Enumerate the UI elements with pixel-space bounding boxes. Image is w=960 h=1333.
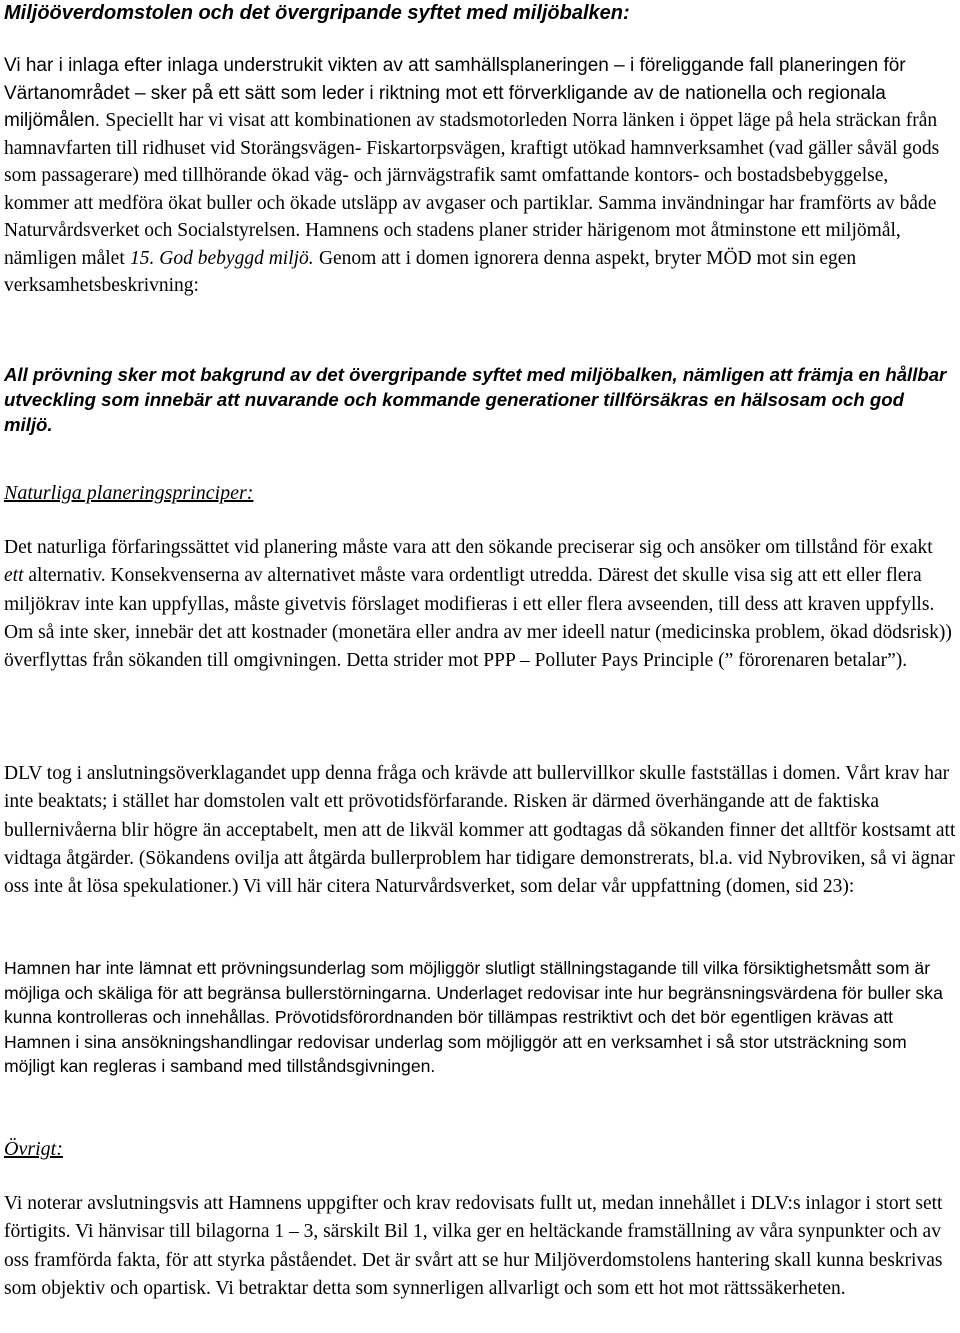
- bold-quote-environmental-code: All prövning sker mot bakgrund av det övergripande syftet med miljöbalken, nämligen att främja en hållbar utveckling som innebär att nuvarande och kommande generationer tillförsäkras en hälsosam och god miljö.: [4, 364, 947, 435]
- paragraph-planning-detail: Speciellt har vi visat att kombinationen av stadsmotorleden Norra länken i öppet läge på hela sträckan från hamnavfarten till ridhuset vid Storängsvägen- Fiskartorpsvägen, kraftigt utökad hamnverksamhet (vad gäller såväl gods som passagerare) med tillhörande ökad väg- och järnvägstrafik samt omfattande kontors- och bostadsbebyggelse, kommer att medföra ökat buller och ökade utsläpp av avgaser och partiklar. Samma invändningar har framförts av både Naturvårdsverket och Socialstyrelsen. Hamnens och stadens planer strider härigenom mot åtminstone ett miljömål, nämligen målet: [4, 110, 940, 269]
- heading-environmental-court: Miljööverdomstolen och det övergripande syftet med miljöbalken:: [4, 2, 630, 24]
- paragraph-principles-rest: alternativ. Konsekvenserna av alternativet måste vara ordentligt utredda. Därest det skulle visa sig att ett eller flera miljökrav inte kan uppfyllas, måste givetvis förslaget modifieras i ett eller flera avseenden, till dess att kraven uppfylls. Om så inte sker, innebär det att kostnader (monetära eller andra av mer ideell natur (medicinska problem, ökad dödsrisk)) överflyttas från sökanden till omgivningen. Detta strider mot PPP – Polluter Pays Principle (” förorenaren betalar”).: [4, 565, 952, 672]
- heading-other: Övrigt:: [4, 1138, 63, 1160]
- quote-naturvardsverket: Hamnen har inte lämnat ett prövningsunderlag som möjliggör slutligt ställningstagande till vilka försiktighetsmått som är möjliga och skäliga för att begränsa bullerstörningarna. Underlaget redovisar inte hur begränsningsvärdena för buller ska kunna kontrolleras och innehållas. Prövotidsförordnanden bör tillämpas restriktivt och det bör egentligen krävas att Hamnen i sina ansökningshandlingar redovisar underlag som möjliggör att en verksamhet i så stor utsträckning som möjligt kan regleras i samband med tillståndsgivningen.: [4, 958, 943, 1077]
- environmental-goal-reference: 15. God bebyggd miljö.: [130, 247, 314, 269]
- paragraph-closing-remarks: Vi noterar avslutningsvis att Hamnens uppgifter och krav redovisats fullt ut, medan innehållet i DLV:s inlagor i stort sett förtigits. Vi hänvisar till bilagorna 1 – 3, särskilt Bil 1, vilka ger en heltäckande framställning av våra synpunkter och av oss framförda fakta, för att styrka påståendet. Det är svårt att se hur Miljöverdomstolens hantering skall kunna beskrivas som objektiv och opartisk. Vi betraktar detta som synnerligen allvarligt och som ett hot mot rättssäkerheten.: [4, 1193, 943, 1299]
- paragraph-noise-conditions: DLV tog i anslutningsöverklagandet upp denna fråga och krävde att bullervillkor skulle fastställas i domen. Vårt krav har inte beaktats; i stället har domstolen valt ett prövotidsförfarande. Risken är därmed överhängande att de faktiska bullernivåerna blir högre än acceptabelt, men att de likväl kommer att godtagas då sökanden finner det alltför kostsamt att vidtaga åtgärder. (Sökandens ovilja att åtgärda bullerproblem har tidigare demonstrerats, bl.a. vid Nybroviken, så vi ägnar oss inte åt lösa spekulationer.) Vi vill här citera Naturvårdsverket, som delar vår uppfattning (domen, sid 23):: [4, 763, 956, 898]
- emphasis-one: ett: [4, 565, 24, 587]
- paragraph-planning-intro-text: Vi har i inlaga efter inlaga understrukit vikten av att samhällsplaneringen – i föreliggande fall planeringen för Värtanområdet – sker på ett sätt som leder i riktning mot ett förverkligande av de nationella och regionala miljömålen.: [4, 55, 906, 131]
- paragraph-planning-conclusion: Genom att i domen ignorera denna aspekt, bryter MÖD mot sin egen verksamhetsbeskrivning:: [4, 247, 857, 296]
- paragraph-planning-intro: [4, 52, 956, 300]
- heading-planning-principles: Naturliga planeringsprinciper:: [4, 482, 254, 504]
- paragraph-planning-principles: [4, 534, 956, 675]
- paragraph-principles-start: Det naturliga förfaringssättet vid planering måste vara att den sökande preciserar sig och ansöker om tillstånd för exakt: [4, 537, 933, 558]
